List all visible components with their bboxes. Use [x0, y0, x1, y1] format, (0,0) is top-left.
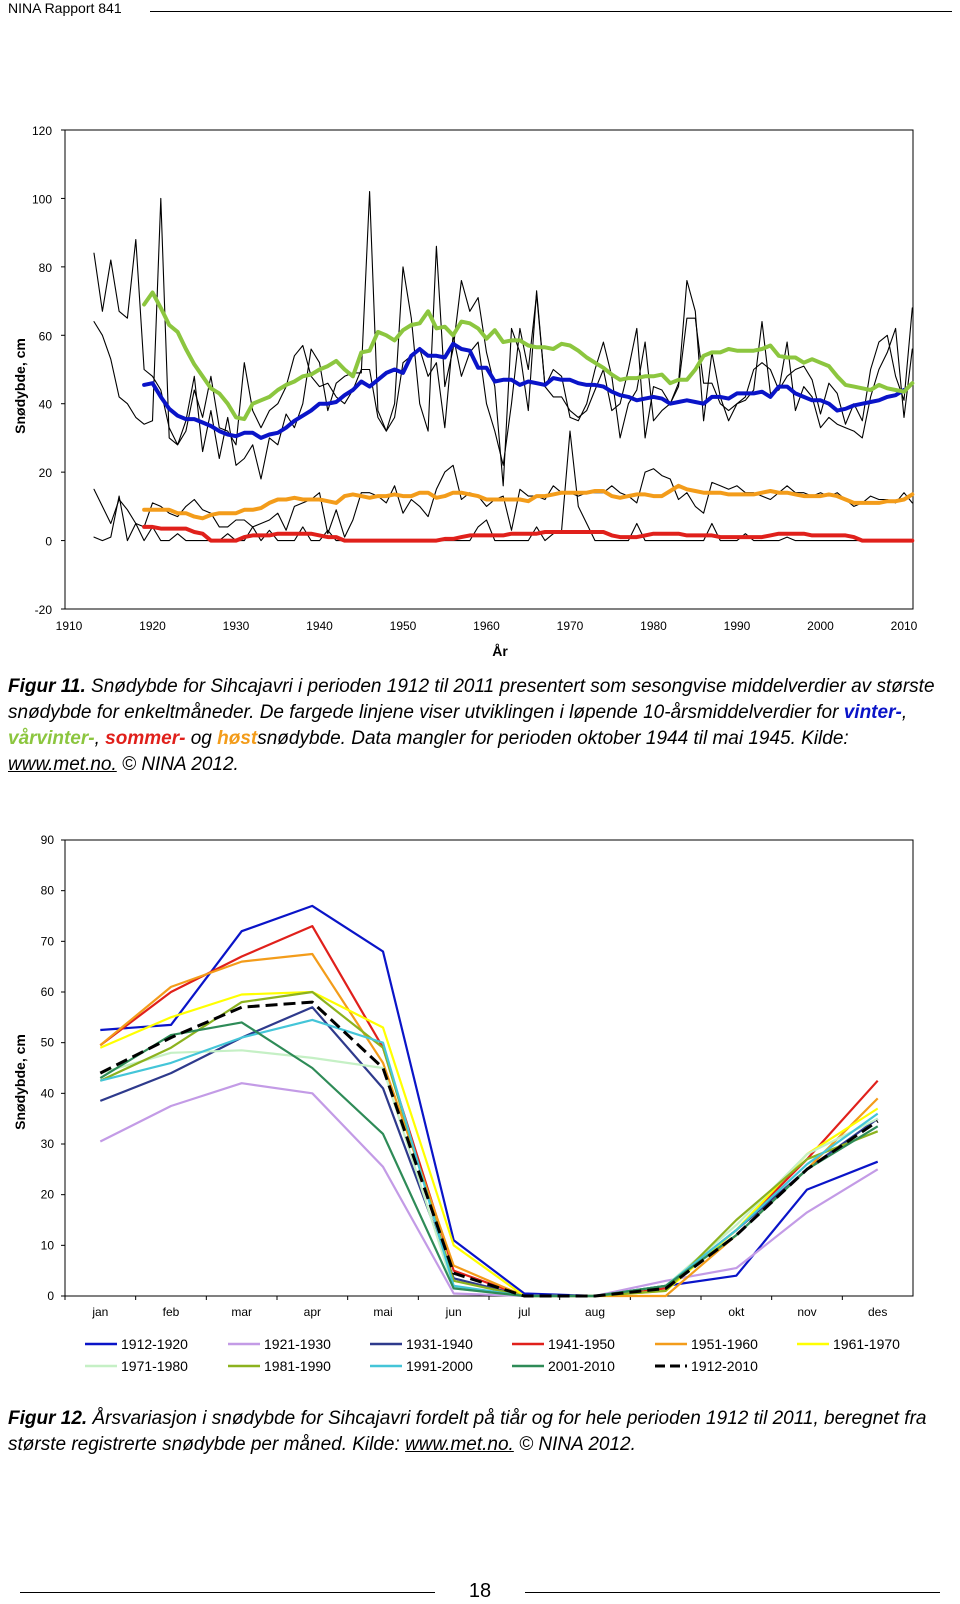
fig2-y-tick-label: 30 [40, 1137, 54, 1151]
fig11-sep3: og [185, 728, 218, 749]
fig2-x-tick-label: nov [797, 1305, 817, 1319]
fig2-y-tick-label: 50 [40, 1035, 54, 1050]
fig2-y-tick-label: 20 [40, 1187, 54, 1202]
monthly-snow-depth-chart [0, 800, 960, 1390]
fig2-y-tick-label: 40 [40, 1086, 54, 1101]
legend-label: 1991-2000 [406, 1358, 473, 1374]
fig11-winter: vinter- [843, 702, 902, 723]
fig11-text-c: © NINA 2012. [116, 754, 239, 775]
fig1-x-tick-label: 1910 [55, 619, 83, 633]
fig12-source-link[interactable]: www.met.no. [405, 1434, 514, 1455]
fig2-x-tick-label: jun [445, 1305, 462, 1319]
figure-11-caption [8, 674, 940, 778]
fig11-text-a: Snødybde for Sihcajavri i perioden 1912 til 2011 presentert som sesongvise middelverdier av største snødybde for enkeltmåneder. De fargede linjene viser utviklingen i løpende 10-årsmiddelverdier for [8, 676, 935, 723]
figure-12-caption [8, 1406, 940, 1458]
fig2-x-tick-label: des [867, 1305, 888, 1319]
legend-label: 1941-1950 [548, 1336, 615, 1352]
report-header: NINA Rapport 841 [8, 0, 122, 16]
fig2-y-tick-label: 0 [47, 1289, 54, 1303]
fig1-y-tick-label: 40 [38, 397, 52, 412]
fig1-y-tick-label: -20 [34, 603, 52, 617]
legend-label: 1981-1990 [264, 1358, 331, 1374]
fig1-x-tick-label: 1960 [473, 619, 500, 633]
fig1-x-tick-label: 1970 [556, 619, 584, 633]
fig11-source-link[interactable]: www.met.no. [8, 754, 117, 775]
fig1-y-tick-label: 60 [38, 329, 52, 344]
legend-label: 1961-1970 [833, 1336, 900, 1352]
page-number: 18 [468, 1580, 492, 1602]
fig2-x-tick-label: sep [655, 1305, 676, 1319]
fig1-x-tick-label: 1950 [389, 619, 417, 633]
fig2-x-tick-label: okt [728, 1305, 745, 1319]
fig11-autumn: høst [217, 728, 258, 749]
legend-label: 1912-2010 [691, 1358, 758, 1374]
fig2-y-tick-label: 80 [40, 883, 54, 898]
fig2-x-tick-label: jan [92, 1305, 109, 1319]
fig2-x-tick-label: mar [231, 1305, 253, 1319]
fig1-y-tick-label: 100 [31, 192, 52, 207]
fig2-x-tick-label: apr [303, 1305, 322, 1319]
footer-rule-left [20, 1592, 435, 1593]
legend-label: 2001-2010 [548, 1358, 615, 1374]
fig11-sep1: , [901, 702, 908, 723]
fig2-y-tick-label: 70 [40, 934, 54, 949]
fig1-x-tick-label: 2010 [890, 619, 918, 633]
legend-label: 1971-1980 [121, 1358, 188, 1374]
fig1-y-tick-label: 20 [38, 466, 52, 481]
legend-label: 1951-1960 [691, 1336, 758, 1352]
legend-label: 1931-1940 [406, 1336, 473, 1352]
fig2-x-tick-label: feb [162, 1305, 180, 1319]
legend-label: 1921-1930 [264, 1336, 331, 1352]
fig2-x-tick-label: aug [584, 1305, 606, 1319]
fig1-x-tick-label: 1930 [222, 619, 250, 633]
fig1-x-axis-label: År [492, 643, 508, 659]
fig1-x-tick-label: 1940 [306, 619, 333, 633]
fig2-plot-area [65, 840, 913, 1296]
fig11-spring: vårvinter- [8, 728, 95, 749]
fig12-text-a: Årsvariasjon i snødybde for Sihcajavri fordelt på tiår og for hele perioden 1912 til 2011, beregnet fra største registrerte snødybde per måned. Kilde: [8, 1408, 927, 1455]
fig2-y-tick-label: 90 [40, 833, 54, 847]
snow-depth-timeseries-chart [0, 0, 960, 670]
fig2-y-tick-label: 10 [40, 1238, 54, 1253]
fig2-x-tick-label: mai [373, 1305, 393, 1319]
fig2-x-tick-label: jul [518, 1305, 531, 1319]
fig1-y-tick-label: 120 [31, 124, 52, 138]
fig1-x-tick-label: 1990 [723, 619, 751, 633]
fig11-label: Figur 11. [8, 676, 86, 697]
fig12-text-c: © NINA 2012. [513, 1434, 636, 1455]
fig1-x-tick-label: 1920 [139, 619, 166, 633]
fig11-sep2: , [94, 728, 106, 749]
fig1-y-tick-label: 0 [45, 534, 52, 549]
fig1-x-tick-label: 2000 [807, 619, 834, 633]
fig2-y-tick-label: 60 [40, 985, 54, 999]
fig1-y-tick-label: 80 [38, 260, 52, 275]
legend-label: 1912-1920 [121, 1336, 188, 1352]
fig2-y-axis-label: Snødybde, cm [12, 1034, 28, 1130]
fig1-y-axis-label: Snødybde, cm [12, 338, 28, 434]
fig12-label: Figur 12. [8, 1408, 88, 1429]
footer-rule-right [525, 1592, 940, 1593]
fig1-x-tick-label: 1980 [640, 619, 667, 633]
fig11-text-b: snødybde. Data mangler for perioden oktober 1944 til mai 1945. Kilde: [257, 728, 849, 749]
fig11-summer: sommer- [105, 728, 186, 749]
